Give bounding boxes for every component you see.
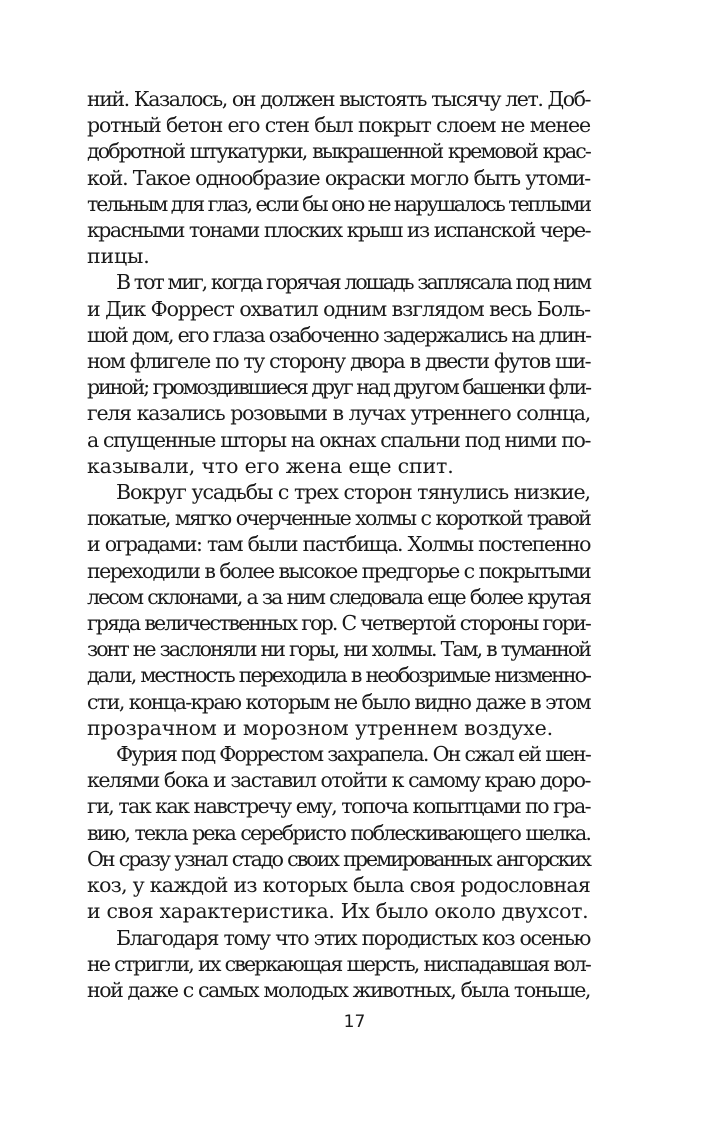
paragraph [87, 925, 590, 1004]
text-line: В тот миг, когда горячая лошадь заплясала под ним [116, 270, 590, 295]
text-line: шой дом, его глаза озабоченно задержались на длин- [87, 322, 591, 347]
text-line: Он сразу узнал стадо своих премированных ангорских [87, 846, 590, 871]
text-line: сти, конца-краю которым не было видно даже в этом [87, 689, 590, 714]
paragraph [87, 86, 590, 269]
text-line: красными тонами плоских крыш из испанской чере- [87, 218, 590, 243]
text-line: казывали, что его жена еще спит. [87, 453, 454, 478]
text-line: ний. Казалось, он должен выстоять тысячу лет. Доб- [87, 87, 590, 111]
text-line: и Дик Форрест охватил одним взглядом весь Боль- [87, 296, 590, 321]
text-line: и оградами: там были пастбища. Холмы постепенно [87, 532, 590, 557]
page-number: 17 [343, 1012, 366, 1032]
text-line: а спущенные шторы на окнах спальни под ними по- [87, 427, 591, 452]
text-line: келями бока и заставил отойти к самому краю доро- [87, 768, 590, 793]
text-line: ги, так как навстречу ему, топоча копытцами по гра- [87, 794, 590, 819]
text-line: вию, текла река серебристо поблескивающего шелка. [87, 820, 590, 845]
paragraph [87, 479, 590, 741]
text-line: риной; громоздившиеся друг над другом башенки фли- [87, 375, 590, 400]
text-line: дали, местность переходила в необозримые низменно- [87, 663, 590, 688]
text-line: добротной штукатурки, выкрашенной кремовой крас- [87, 139, 590, 164]
text-line: зонт не заслоняли ни горы, ни холмы. Там, в туманной [87, 637, 590, 662]
text-line: лесом склонами, а за ним следовала еще более крутая [87, 584, 590, 609]
text-line: ротный бетон его стен был покрыт слоем не менее [87, 113, 590, 138]
body-text [87, 86, 590, 1003]
text-line: прозрачном и морозном утреннем воздухе. [87, 715, 553, 740]
text-line: кой. Такое однообразие окраски могло быть утоми- [87, 165, 590, 190]
text-line: ном флигеле по ту сторону двора в двести футов ши- [87, 349, 590, 374]
paragraph [87, 269, 590, 479]
text-line: Благодаря тому что этих породистых коз осенью [116, 925, 590, 950]
text-line: ной даже с самых молодых животных, была тоньше, [87, 977, 590, 1002]
text-line: переходили в более высокое предгорье с покрытыми [87, 558, 591, 583]
paragraph [87, 741, 590, 924]
text-line: Фурия под Форрестом захрапела. Он сжал ей шен- [116, 742, 590, 767]
text-line: Вокруг усадьбы с трех сторон тянулись низкие, [116, 480, 590, 505]
text-line: покатые, мягко очерченные холмы с короткой травой [87, 506, 590, 531]
text-line: и своя характеристика. Их было около двухсот. [87, 899, 589, 924]
text-line: не стригли, их сверкающая шерсть, ниспадавшая вол- [87, 951, 590, 976]
text-line: геля казались розовыми в лучах утреннего солнца, [87, 401, 590, 426]
text-line: пицы. [87, 244, 150, 269]
text-line: коз, у каждой из которых была своя родословная [87, 873, 591, 898]
text-line: гряда величественных гор. С четвертой стороны гори- [87, 611, 590, 636]
text-line: тельным для глаз, если бы оно не нарушалось теплыми [87, 191, 590, 216]
